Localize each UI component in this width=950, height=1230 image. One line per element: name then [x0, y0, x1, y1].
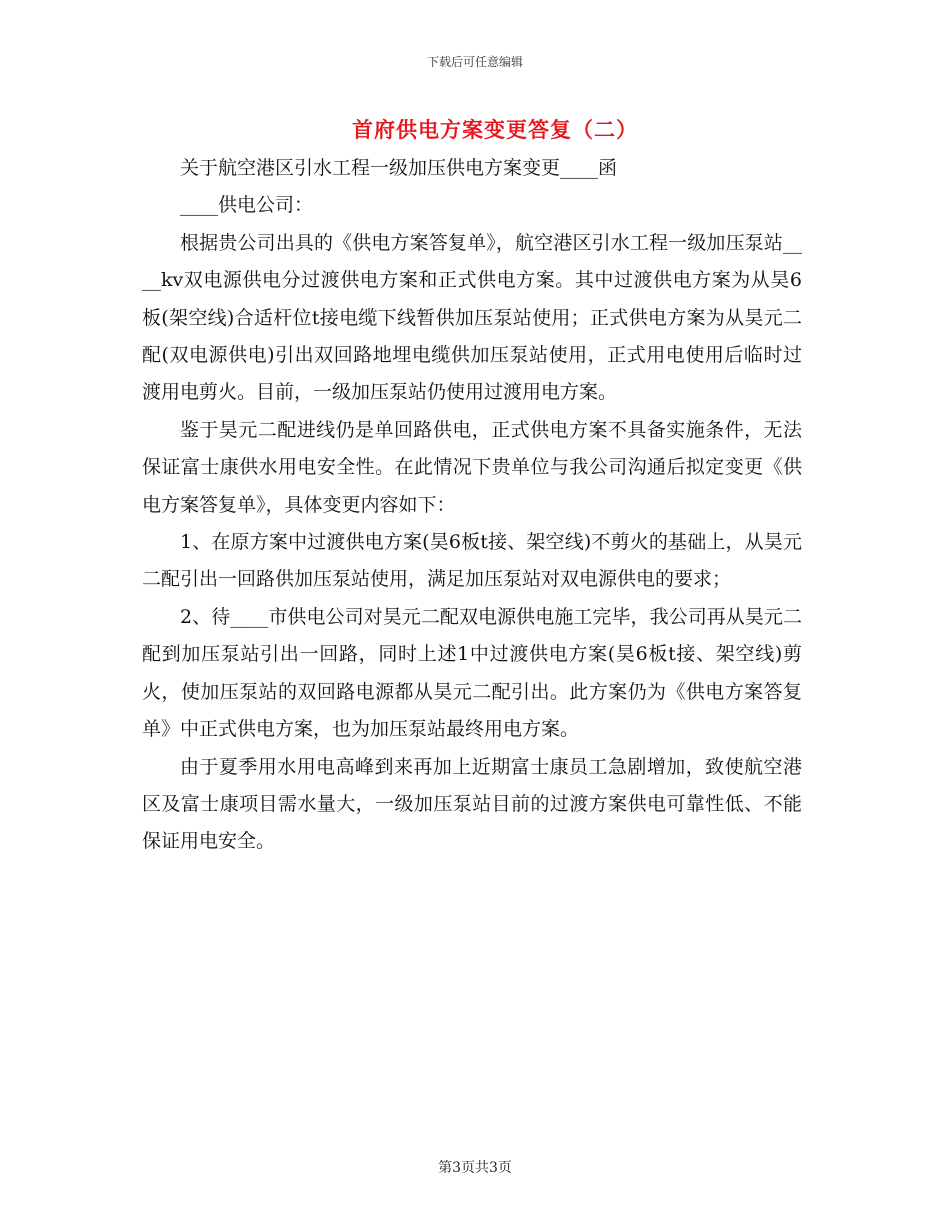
document-title: 首府供电方案变更答复（二）: [352, 117, 638, 142]
paragraph-reason: 鉴于昊元二配进线仍是单回路供电，正式供电方案不具备实施条件，无法保证富士康供水用电安全性。在此情况下贵单位与我公司沟通后拟定变更《供电方案答复单》，具体变更内容如下：: [142, 418, 802, 516]
paragraph-background: 根据贵公司出具的《供电方案答复单》，航空港区引水工程一级加压泵站____kv双电源供电分过渡供电方案和正式供电方案。其中过渡供电方案为从昊6板(架空线)合适杆位t接电缆下线暂供加压泵站使用；正式供电方案为从昊元二配(双电源供电)引出双回路地埋电缆供加压泵站使用，正式用电使用后临时过渡用电剪火。目前，一级加压泵站仍使用过渡用电方案。: [142, 231, 802, 404]
paragraph-recipient: ____供电公司：: [180, 194, 314, 217]
paragraph-item-1: 1、在原方案中过渡供电方案(昊6板t接、架空线)不剪火的基础上，从昊元二配引出一回路供加压泵站使用，满足加压泵站对双电源供电的要求；: [142, 531, 802, 591]
paragraph-summary: 由于夏季用水用电高峰到来再加上近期富士康员工急剧增加，致使航空港区及富士康项目需水量大，一级加压泵站目前的过渡方案供电可靠性低、不能保证用电安全。: [142, 755, 802, 853]
header-note: 下载后可任意编辑: [426, 55, 523, 69]
paragraph-item-2: 2、待____市供电公司对昊元二配双电源供电施工完毕，我公司再从昊元二配到加压泵站引出一回路，同时上述1中过渡供电方案(昊6板t接、架空线)剪火，使加压泵站的双回路电源都从昊元二配引出。此方案仍为《供电方案答复单》中正式供电方案，也为加压泵站最终用电方案。: [142, 605, 802, 741]
paragraph-subject: 关于航空港区引水工程一级加压供电方案变更____函: [180, 157, 618, 179]
page-number: 第3页共3页: [438, 1160, 512, 1176]
document-body: [142, 150, 802, 861]
